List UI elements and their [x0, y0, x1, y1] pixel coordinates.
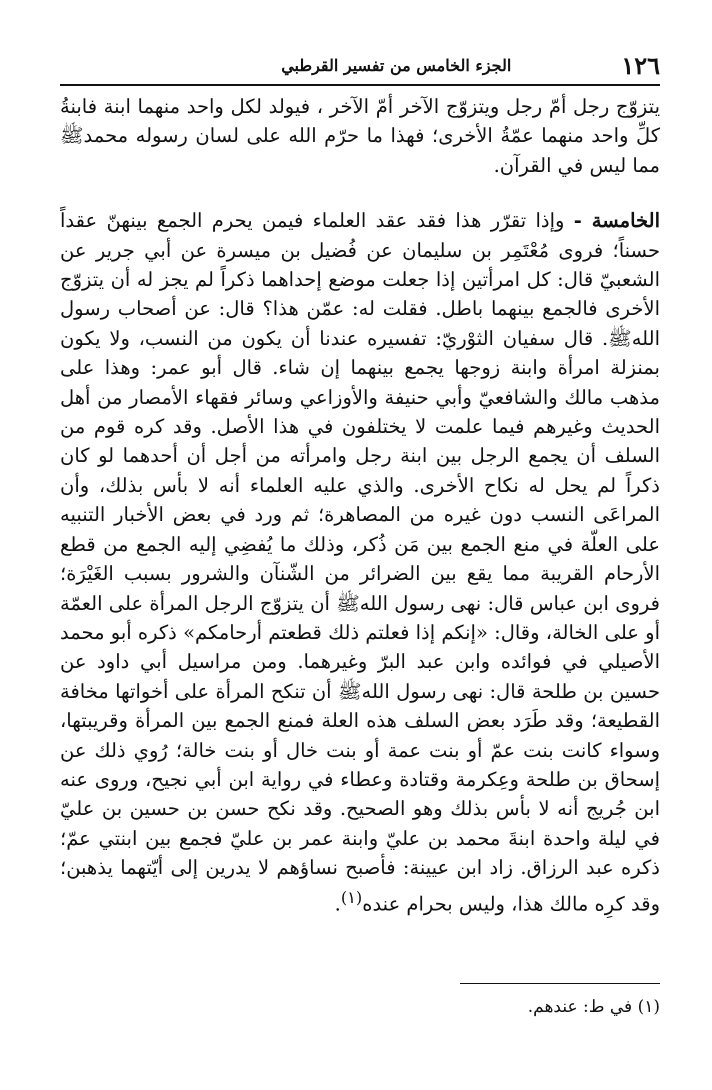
paragraph-1-text: يتزوّج رجل أمّ رجل ويتزوّج الآخر أمّ الآخر ، فيولد لكل واحد منهما ابنة فابنةُ كلِّ واحد منهما عمّةُ الأخرى؛ فهذا ما حرّم الله على لسان رسوله محمدﷺ مما ليس في القرآن. — [60, 95, 660, 177]
page-header — [60, 48, 660, 82]
footnote-marker: (١) — [340, 887, 363, 907]
paragraph-gap — [60, 180, 660, 206]
paragraph-2-end: . — [334, 892, 341, 916]
footnote-rule — [460, 983, 660, 984]
running-title: الجزء الخامس من تفسير القرطبي — [281, 55, 512, 75]
page-number: ١٢٦ — [621, 50, 660, 80]
header-rule — [60, 84, 660, 86]
paragraph-2-text: وإذا تقرّر هذا فقد عقد العلماء فيمن يحرم الجمع بينهنّ عقداً حسناً؛ فروى مُعْتَمِر بن سليمان عن فُضيل بن ميسرة عن أبي جرير عن الشعبيّ قال: كل امرأتين إذا جعلت موضع إحداهما ذكراً لم يجز له أن يتزوّج الأخرى فالجمع بينهما باطل. فقلت له: عمّن هذا؟ قال: عن أصحاب رسول اللهﷺ. قال سفيان الثوْريّ: تفسيره عندنا أن يكون من النسب، ولا يكون بمنزلة امرأة وابنة زوجها يجمع بينهما إن شاء. قال أبو عمر: وهذا على مذهب مالك والشافعيّ وأبي حنيفة والأوزاعي وسائر فقهاء الأمصار من أهل الحديث وغيرهم فيما علمت لا يختلفون في هذا الأصل. وقد كره قوم من السلف أن يجمع الرجل بين ابنة رجل وامرأته من أجل أن أحدهما لو كان ذكراً لم يحل له نكاح الأخرى. والذي عليه العلماء أنه لا بأس بذلك، وأن المراعَى النسب دون غيره من المصاهرة؛ ثم ورد في بعض الأخبار التنبيه على العلّة في منع الجمع بين مَن ذُكر، وذلك ما يُفضِي إليه الجمع من قطع الأرحام القريبة مما يقع بين الضرائر من الشّنآن والشرور بسبب الغَيْرَة؛ فروى ابن عباس قال: نهى رسول اللهﷺ أن يتزوّج الرجل المرأة على العمّة أو على الخالة، وقال: «إنكم إذا فعلتم ذلك قطعتم أرحامكم» ذكره أبو محمد الأصيلي في فوائده وابن عبد البرّ وغيرهما. ومن مراسيل أبي داود عن حسين بن طلحة قال: نهى رسول اللهﷺ أن تنكح المرأة على أخواتها مخافة القطيعة؛ وقد طَرَد بعض السلف هذه العلة فمنع الجمع بين المرأة وقريبتها، وسواء كانت بنت عمّ أو بنت عمة أو بنت خال أو بنت خالة؛ رُوي ذلك عن إسحاق بن طلحة وعِكرمة وقتادة وعطاء في رواية ابن أبي نجيح، وروى عنه ابن جُريج أنه لا بأس بذلك وهو الصحيح. وقد نكح حسن بن حسين بن عليّ في ليلة واحدة ابنةَ محمد بن عليّ وابنة عمر بن عليّ فجمع بين ابنتي عمّ؛ ذكره عبد الرزاق. زاد ابن عيينة: فأصبح نساؤهم لا يدرين إلى أيّتهما يذهبن؛ وقد كرِه مالك هذا، وليس بحرام عنده — [60, 209, 660, 916]
paragraph-2 — [60, 206, 660, 918]
footnote: (١) في ط: عندهم. — [527, 997, 660, 1017]
section-lead: الخامسة - — [573, 209, 660, 233]
body-text — [60, 92, 660, 918]
paragraph-1 — [60, 92, 660, 180]
